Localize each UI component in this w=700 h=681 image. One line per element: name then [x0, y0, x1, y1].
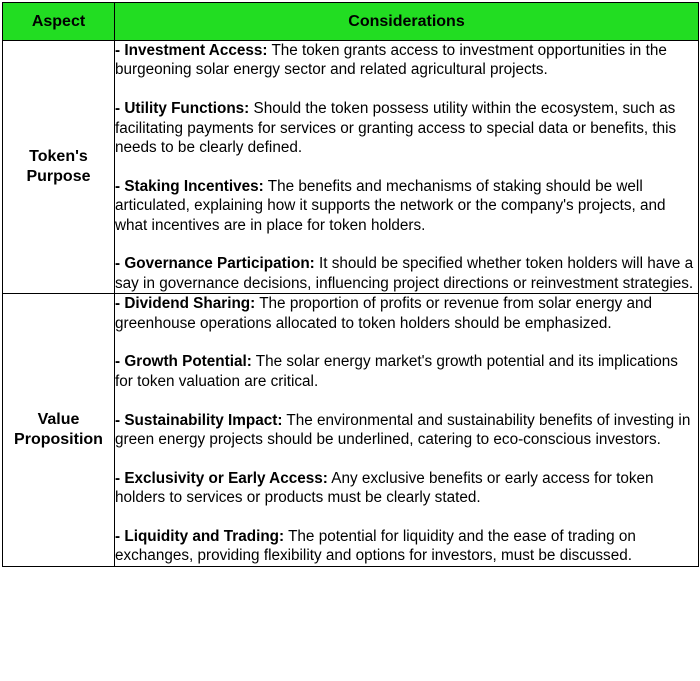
item-title: - Dividend Sharing: — [115, 295, 256, 313]
item-title: - Sustainability Impact: — [115, 411, 283, 429]
item-title: - Exclusivity or Early Access: — [115, 469, 328, 487]
item-text: The proportion of profits or revenue from solar energy and greenhouse operations allocated to token holders should be emphasized. — [115, 295, 653, 332]
item-title: - Utility Functions: — [115, 100, 250, 118]
item-text: The environmental and sustainability benefits of investing in green energy projects should be underlined, catering to eco-conscious investors. — [115, 411, 691, 449]
item-text: Any exclusive benefits or early access for token holders to services or products must be clearly stated. — [115, 469, 654, 507]
list-item — [115, 411, 698, 450]
item-title: - Growth Potential: — [115, 353, 252, 371]
item-title: - Investment Access: — [115, 42, 268, 59]
table-row-tokens-purpose — [3, 41, 699, 294]
item-text: The solar energy market's growth potential and its implications for token valuation are critical. — [115, 353, 678, 390]
list-item — [115, 99, 698, 157]
aspect-label-line2: Proposition — [14, 431, 103, 449]
item-title: - Governance Participation: — [115, 255, 315, 273]
list-item — [115, 352, 698, 391]
considerations-table — [2, 2, 699, 567]
aspect-label-line1: Token's — [29, 148, 88, 166]
table-row-value-proposition — [3, 294, 699, 567]
aspect-label-line2: Purpose — [26, 168, 91, 186]
item-text: The token grants access to investment opportunities in the burgeoning solar energy sector and related agricultural projects. — [115, 42, 667, 79]
item-text: It should be specified whether token holders will have a say in governance decisions, influencing project directions or reinvestment strategies. — [115, 255, 694, 292]
aspect-cell — [3, 294, 115, 567]
list-item — [115, 177, 698, 235]
item-text: Should the token possess utility within the ecosystem, such as facilitating payments for services or granting access to special data or benefits, this needs to be clearly defined. — [115, 100, 677, 157]
considerations-cell — [115, 294, 699, 567]
list-item — [115, 41, 698, 80]
list-item — [115, 469, 698, 508]
list-item — [115, 527, 698, 566]
header-aspect: Aspect — [3, 3, 115, 41]
considerations-cell — [115, 41, 699, 294]
aspect-label-line1: Value — [37, 411, 80, 429]
item-text: The potential for liquidity and the ease of trading on exchanges, providing flexibility and options for investors, must be discussed. — [115, 528, 636, 565]
list-item — [115, 294, 698, 333]
item-title: - Liquidity and Trading: — [115, 528, 285, 546]
aspect-cell — [3, 41, 115, 294]
header-considerations: Considerations — [115, 3, 699, 41]
header-row — [3, 3, 699, 41]
list-item — [115, 254, 698, 293]
item-text: The benefits and mechanisms of staking should be well articulated, explaining how it supports the network or the company's projects, and what incentives are in place for token holders. — [115, 177, 666, 234]
item-title: - Staking Incentives: — [115, 177, 264, 195]
